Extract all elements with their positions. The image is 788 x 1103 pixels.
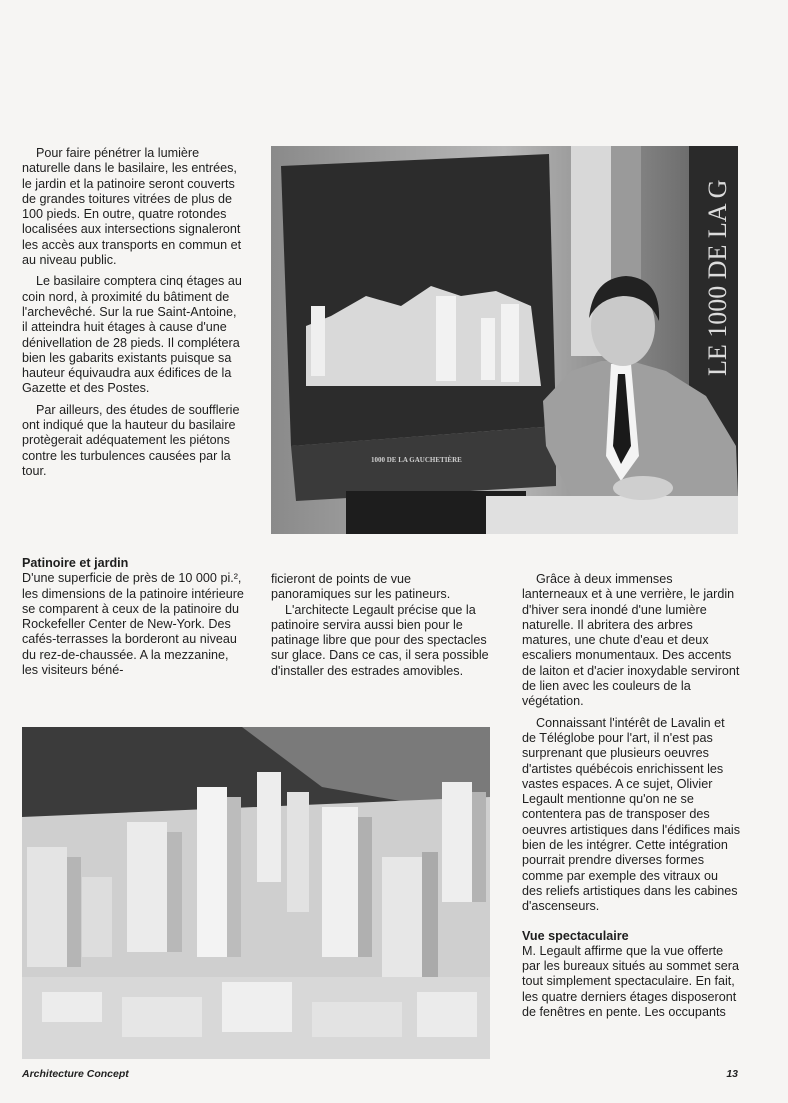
column-3 bbox=[522, 572, 740, 1020]
paragraph: Par ailleurs, des études de soufflerie ont indiqué que la hauteur du basilaire protègerait adéquatement les piétons contre les turbulences causées par la tour. bbox=[22, 402, 240, 478]
magazine-name: Architecture Concept bbox=[22, 1068, 129, 1080]
paragraph: L'architecte Legault précise que la patinoire servira aussi bien pour le patinage libre que pour des spectacles sur glace. Dans ce cas, il sera possible d'installer des estrades amovibles. bbox=[271, 602, 489, 678]
page-number: 13 bbox=[726, 1068, 738, 1080]
paragraph: Le basilaire comptera cinq étages au coin nord, à proximité du bâtiment de l'archevêché. Sur la rue Saint-Antoine, il atteindra huit étages à cause d'une dénivellation de 28 pieds. Il complétera bien les gabarits existants puisque sa hauteur équivaudra aux édifices de la Gazette et des Postes. bbox=[22, 274, 242, 396]
paragraph: ficieront de points de vue panoramiques sur les patineurs. bbox=[271, 572, 451, 602]
photo-architect-with-model bbox=[271, 146, 738, 534]
paragraph: Pour faire pénétrer la lumière naturelle dans le basilaire, les entrées, le jardin et la patinoire seront couverts de grandes toitures vitrées de plus de 100 pieds. En outre, quatre rotondes localisées aux intersections signaleront les accès aux transports en commun et au niveau public. bbox=[22, 146, 242, 268]
side-banner-text: LE 1000 DE LA G bbox=[703, 179, 732, 376]
paragraph: D'une superficie de près de 10 000 pi.², les dimensions de la patinoire intérieure se comparent à ceux de la patinoire du Rockefeller Center de New-York. Des cafés-terrasses la borderont au niveau du rez-de-chaussée. A la mezzanine, les visiteurs béné- bbox=[22, 571, 244, 678]
paragraph: Grâce à deux immenses lanterneaux et à une verrière, le jardin d'hiver sera inondé d'une lumière naturelle. Il abritera des arbres matures, une chute d'eau et deux escaliers monumentaux. Des accents de laiton et d'acier inoxydable serviront de lien avec les couleurs de la végétation. bbox=[522, 572, 740, 709]
photo-city-model bbox=[22, 727, 490, 1059]
column-1-top bbox=[22, 146, 244, 479]
board-label: 1000 DE LA GAUCHETIÈRE bbox=[371, 456, 462, 464]
paragraph: M. Legault affirme que la vue offerte par les bureaux situés au sommet sera tout simplement spectaculaire. En fait, les quatre derniers étages disposeront de fenêtres en pente. Les occupants bbox=[522, 943, 739, 1020]
column-1-bottom bbox=[22, 556, 244, 678]
section-heading-vue: Vue spectaculaire bbox=[522, 928, 629, 943]
section-heading-patinoire: Patinoire et jardin bbox=[22, 556, 129, 570]
photo-architect-illustration bbox=[271, 146, 738, 534]
column-2 bbox=[271, 572, 493, 679]
paragraph: Connaissant l'intérêt de Lavalin et de Téléglobe pour l'art, il n'est pas surprenant que plusieurs oeuvres d'artistes québécois enrichissent les vastes espaces. A ce sujet, Olivier Legault mentionne qu'on ne se contentera pas de transposer des oeuvres artistiques dans l'édifices mais bien de les intégrer. Cette intégration pourrait prendre diverses formes comme par exemple des vitraux ou des reliefs artistiques dans les cabines d'ascenseurs. bbox=[522, 715, 740, 914]
photo-city-model-illustration bbox=[22, 727, 490, 1059]
